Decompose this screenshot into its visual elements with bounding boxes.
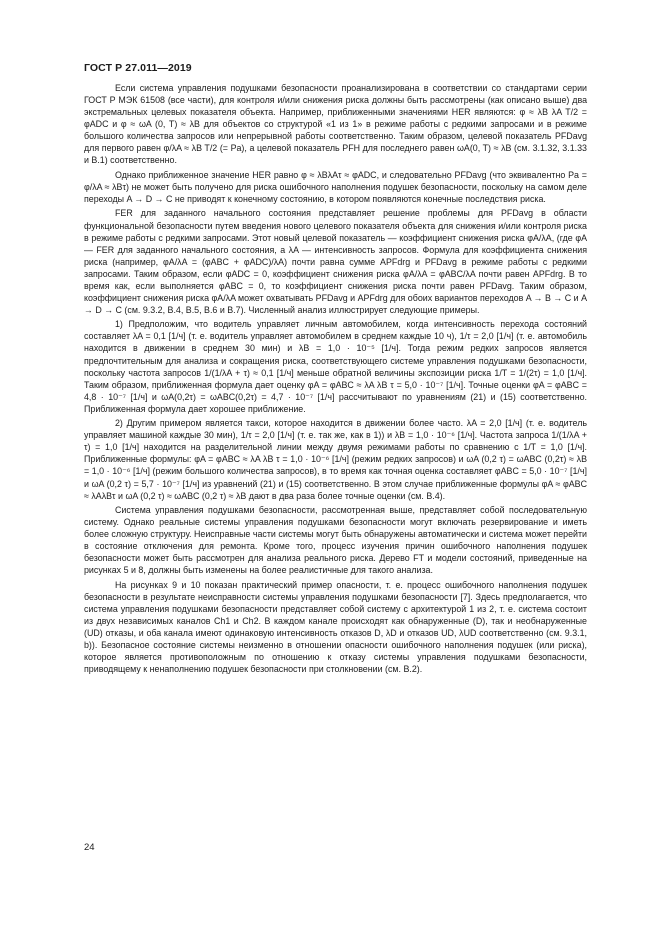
paragraph: Если система управления подушками безопасности проанализирована в соответствии со стандартами серии ГОСТ Р МЭК 61508 (все части), для контроля и/или снижения риска должны быть рассмотрены (как описано выше) два экстремальных целевых показателя объекта. Например, приближенными значениями HER являются: φ ≈ λB λA T/2 = φADC и φ ≈ ωA (0, T) ≈ λB для объектов со структурой «1 из 1» в режиме работы с редкими запросами и в режиме большого количества запросов или непрерывной работы соответственно. Таким образом, целевой показатель PFDavg для первого равен φ/λA ≈ λB T/2 (= Pa), а целевой показатель PFH для последнего равен ωA(0, T) ≈ λB (см. 3.1.32, 3.1.33 и В.1) соответственно.	[84, 83, 587, 166]
paragraph: 1) Предположим, что водитель управляет личным автомобилем, когда интенсивность перехода состояний составляет λA = 0,1 [1/ч] (т. е. водитель управляет автомобилем в среднем каждые 10 ч), 1/τ = 2,0 [1/ч] (т. е. автомобиль находится в движении в среднем 30 мин) и λB = 1,0 · 10⁻⁵ [1/ч]. Тогда режим редких запросов является предпочтительным для анализа и сокращения риска, соответствующего системе управления подушками безопасности, поскольку частота запросов 1/(1/λA + τ) ≈ 0,1 [1/ч] меньше обратной величины экспозиции риска 1/T = 1/(2τ) = 1,0 [1/ч]. Таким образом, приближенная формула дает оценку φA = φABC ≈ λA λB τ = 5,0 · 10⁻⁷ [1/ч]. Точные оценки φA = φABC = 4,8 · 10⁻⁷ [1/ч] и ωA(0,2τ) = ωABC(0,2τ) = 4,7 · 10⁻⁷ [1/ч] рассчитывают по уравнениям (21) и (15) соответственно. Приближенная формула дает хорошее приближение.	[84, 319, 587, 414]
paragraph: 2) Другим примером является такси, которое находится в движении более часто. λA = 2,0 [1/ч] (т. е. водитель управляет машиной каждые 30 мин), 1/τ = 2,0 [1/ч] (т. е. так же, как в 1)) и λB = 1,0 · 10⁻⁶ [1/ч]. Частота запроса 1/(1/λA + τ) = 1,0 [1/ч] находится на разделительной линии между двумя режимами работы по сравнению с 1/T = 1,0 [1/ч]. Приближенные формулы: φA = φABC ≈ λA λB τ = 1,0 · 10⁻⁶ [1/ч] (режим редких запросов) и ωA (0,2 τ) = ωABC (0,2τ) ≈ λB = 1,0 · 10⁻⁶ [1/ч] (режим большого количества запросов), в то время как точная оценка составляет φABC = 5,0 · 10⁻⁷ [1/ч] и ωA (0,2 τ) = 5,7 · 10⁻⁷ [1/ч] из уравнений (21) и (15) соответственно. В этом случае приближенные формулы φA ≈ φABC ≈ λAλBτ и ωA (0,2 τ) ≈ ωABC (0,2 τ) ≈ λB дают в два раза более точные оценки (см. В.4).	[84, 418, 587, 501]
standard-header: ГОСТ Р 27.011—2019	[84, 62, 192, 74]
paragraph: FER для заданного начального состояния представляет решение проблемы для PFDavg в области функциональной безопасности путем введения нового целевого показателя объекта для снижения и/или контроля риска в режиме работы с редкими запросами. Этот новый целевой показатель — коэффициент снижения риска φA/λA, (где φA — FER для заданного начального состояния, а λA — интенсивность запросов. Формула для коэффициента снижения риска (например, φA/λA = (φABC + φADC)/λA) почти равна сумме APFdrg и PFDavg в режиме работы с редкими запросами. Таким образом, если φADC = 0, коэффициент снижения риска φA/λA = φABC/λA почти равен APFdrg. В то время как, если выполняется φABC = 0, то коэффициент снижения риска почти равен PFDavg. Таким образом, коэффициент снижения риска φA/λA может охватывать PFDavg и APFdrg для обоих вариантов переходов A → B → C и A → D → C (см. 9.3.2, В.4, В.5, В.6 и В.7). Численный анализ иллюстрирует следующие примеры.	[84, 208, 587, 315]
body-text	[84, 82, 587, 675]
paragraph: Однако приближенное значение HER равно φ ≈ λBλAτ ≈ φADC, и следовательно PFDavg (что эквивалентно Pa = φ/λA ≈ λBτ) не может быть получено для риска ошибочного наполнения подушек безопасности, поскольку на самом деле переходы A → D → C не приводят к конечному состоянию, в котором появляются конечные последствия риска.	[84, 169, 587, 204]
paragraph: Система управления подушками безопасности, рассмотренная выше, представляет собой последовательную систему. Однако реальные системы управления подушками безопасности могут включать резервирование и иметь более сложную структуру. Неисправные части системы могут быть обнаружены автоматически и система может перейти в состояние отключения для ремонта. Кроме того, процесс изучения причин ошибочного наполнения подушек безопасности может быть рассмотрен для анализа реального риска. Дерево FT и модели состояний, приведенные на рисунках 5 и 8, должны быть изменены на более реалистичные для такого анализа.	[84, 505, 587, 576]
paragraph: На рисунках 9 и 10 показан практический пример опасности, т. е. процесс ошибочного наполнения подушек безопасности в результате неисправности системы управления подушками безопасности [7]. Здесь предполагается, что система управления подушками безопасности представляет собой систему с архитектурой 1 из 2, т. е. система состоит из двух независимых каналов Ch1 и Ch2. В каждом канале происходят как обнаруженные (D), так и необнаруженные (UD) отказы, и оба канала имеют одинаковую интенсивность отказов D, λD и отказов UD, λUD соответственно (см. 9.3.1, b)). Безопасное состояние системы неизменно в отношении опасности ошибочного наполнения подушек (или риска), которое является противоположным по отношению к отказу системы управления подушками безопасности, приводящему к ненаполнению подушек безопасности при столкновении (см. В.2).	[84, 579, 587, 675]
page-number: 24	[84, 842, 95, 853]
